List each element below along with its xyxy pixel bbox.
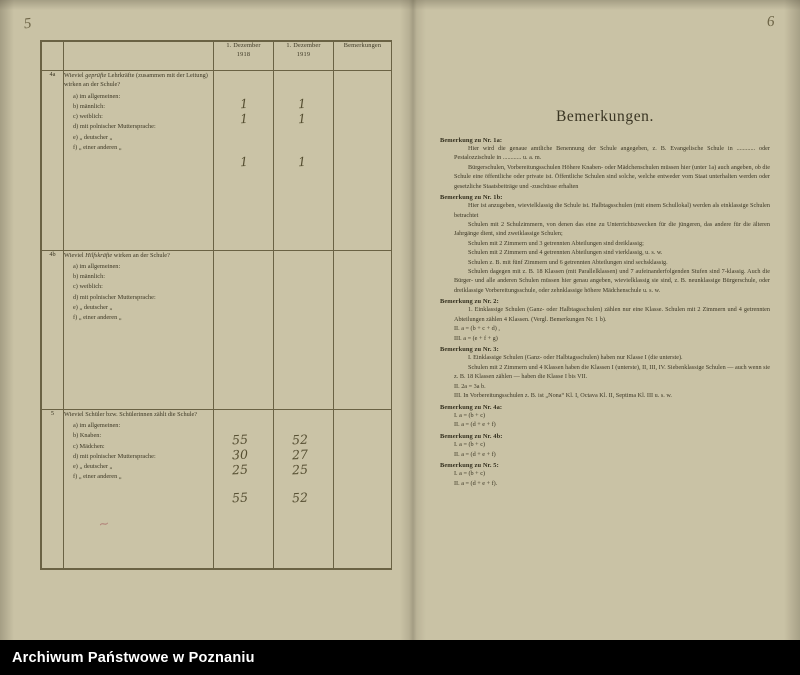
- header-date-1918-line2: 1918: [236, 50, 251, 58]
- note-block: [440, 137, 770, 191]
- note-formula: II. a = (d + e + f).: [454, 479, 498, 487]
- subitem-label: f) „ einer anderen „: [73, 473, 122, 481]
- row-values-1919-4a: [274, 71, 334, 251]
- value-entry: 25: [291, 461, 309, 478]
- page-edge-right: [784, 0, 800, 640]
- archive-caption-text: Archiwum Państwowe w Poznaniu: [12, 649, 255, 666]
- note-formula: I. a = (b + c): [454, 440, 486, 448]
- subitem-label: f) „ einer anderen „: [73, 143, 122, 151]
- row-index-4a: 4a: [42, 71, 64, 251]
- row-values-1918-4a: [214, 71, 274, 251]
- header-remarks: Bemerkungen: [334, 42, 392, 71]
- note-heading: Bemerkung zu Nr. 4b:: [440, 432, 503, 440]
- row-remarks-4a: [334, 71, 392, 251]
- subitem-label: e) „ deutscher „: [73, 303, 113, 311]
- note-formula: II. a = (d + e + f): [454, 421, 496, 429]
- subitem-label: e) „ deutscher „: [73, 462, 113, 470]
- note-heading: Bemerkung zu Nr. 1a:: [440, 137, 503, 144]
- value-entry: 25: [231, 461, 249, 478]
- value-entry: 52: [291, 489, 309, 506]
- note-heading: Bemerkung zu Nr. 3:: [440, 346, 499, 354]
- value-entry: 55: [231, 489, 249, 506]
- remarks-section: [440, 108, 770, 489]
- header-date-1919: [274, 42, 334, 71]
- note-block: [440, 194, 770, 295]
- question-post-4b: wirken an der Schule?: [112, 251, 170, 259]
- table: [41, 41, 392, 569]
- header-date-1919-line2: 1919: [296, 50, 311, 58]
- note-block: [440, 433, 770, 459]
- row-values-1919-4b: [274, 250, 334, 409]
- subitem-label: c) weiblich:: [73, 283, 103, 291]
- remarks-title: Bemerkungen.: [555, 108, 655, 125]
- question-emphasis-4a: geprüfte: [85, 72, 107, 79]
- value-entry: 52: [291, 431, 309, 448]
- page-fold: [400, 0, 426, 640]
- note-formula: I. a = (b + c): [454, 470, 486, 478]
- note-paragraph: Schulen mit 2 Schulzimmern, von denen das eine zu Unterrichtszwecken für die jüngeren, das andere für die älteren Jahrgänge dient, sind zweiklassige Schulen;: [454, 220, 770, 238]
- note-formula: I. a = (b + c): [454, 411, 486, 419]
- note-paragraph: III. In Vorbereitungsschulen z. B. ist „Nona“ Kl. I, Octava Kl. II, Septima Kl. III u. s. w.: [454, 392, 672, 400]
- subitem-label: c) weiblich:: [73, 113, 103, 121]
- archive-caption-bar: [0, 640, 800, 675]
- subitem-label: b) männlich:: [73, 273, 106, 281]
- row-remarks-5: [334, 409, 392, 568]
- note-paragraph: Schulen dagegen mit z. B. 18 Klassen (mit Parallelklassen) und 7 aufeinanderfolgenden Stufen sind 7-klassig. Auch die Bürger- und alle anderen Schulen müssen hier genau angeben, wievielklassig sie sind, z. B. neunklassige Bürgerschule, oder dreiklassige Vorbereitungsschule, oder zehnklassige höhere Mädchenschule u. s. w.: [454, 268, 770, 294]
- note-paragraph: Schulen mit 2 Zimmern und 3 getrennten Abteilungen sind dreiklassig;: [468, 239, 644, 247]
- note-paragraph: Schulen mit 2 Zimmern und 4 Klassen haben die Klassen I (unterste), II, III, IV. Siebenklassige Schulen — auch wenn sie z. B. 18 Klassen zählen — haben die Klasse I bis VII.: [454, 363, 770, 381]
- value-entry: 30: [231, 446, 249, 463]
- subitem-label: a) im allgemeinen:: [73, 422, 121, 430]
- subitem-label: a) im allgemeinen:: [73, 263, 121, 271]
- subitem-label: f) „ einer anderen „: [73, 313, 122, 321]
- subitem-label: d) mit polnischer Muttersprache:: [73, 452, 156, 460]
- row-question-4a: [64, 71, 214, 251]
- note-heading: Bemerkung zu Nr. 5:: [440, 462, 499, 470]
- note-paragraph: Bürgerschulen, Vorbereitungsschulen Höhere Knaben- oder Mädchenschulen müssen hier (unter 1a) auch angeben, ob die Schule eine öffentliche oder private ist. Öffentliche Schulen sind solche, welche entweder vom Staat unterhalten werden oder gesetzliche Staatsbeiträge und -zuschüsse erhalten: [454, 163, 770, 190]
- subitem-label: d) mit polnischer Muttersprache:: [73, 123, 156, 131]
- question-text-5: [64, 410, 213, 419]
- note-paragraph: 1. Einklassige Schulen (Ganz- oder Halbtagsschulen) zählen nur eine Klasse. Schulen mit 2 Zimmern und 4 getrennten Abteilungen zählen 4 Klassen. (Vergl. Bemerkungen Nr. 1 b).: [454, 306, 770, 323]
- question-post-4a: Lehrkräfte (zusammen mit der Leitung) wirken an der Schule?: [64, 72, 208, 89]
- table-row: [42, 250, 392, 409]
- note-paragraph: Hier ist anzugeben, wievielklassig die Schule ist. Halbtagsschulen (mit einem Schullokal) werden als einklassige Schulen betrachtet: [454, 202, 770, 219]
- questionnaire-table: [40, 40, 392, 570]
- note-paragraph: Schulen mit 2 Zimmern und 4 getrennten Abteilungen sind vierklassig, u. s. w.: [468, 249, 663, 257]
- value-entry: 1: [239, 153, 249, 170]
- header-date-1918-line1: 1. Dezember: [226, 42, 261, 49]
- value-entry: 1: [297, 95, 307, 112]
- row-values-1919-5: [274, 409, 334, 568]
- page-edge-left: [0, 0, 14, 640]
- row-question-5: [64, 409, 214, 568]
- table-row: [42, 71, 392, 251]
- header-date-1919-line1: 1. Dezember: [286, 42, 321, 49]
- row-question-4b: [64, 250, 214, 409]
- subitem-label: b) Knaben:: [73, 432, 102, 440]
- subitem-label: b) männlich:: [73, 103, 106, 111]
- value-entry: 27: [291, 446, 309, 463]
- folio-number-left: 5: [23, 15, 33, 33]
- subitem-label: d) mit polnischer Muttersprache:: [73, 293, 156, 301]
- subitem-label: c) Mädchen:: [73, 442, 105, 450]
- value-entry: 1: [239, 95, 249, 112]
- row-values-1918-5: [214, 409, 274, 568]
- subitem-label: e) „ deutscher „: [73, 133, 113, 141]
- value-entry: 1: [297, 110, 307, 127]
- pencil-mark: ~: [97, 516, 111, 533]
- value-entry: 55: [231, 431, 249, 448]
- note-paragraph: Schulen z. B. mit fünf Zimmern und 6 getrennten Abteilungen sind sechsklassig.: [468, 258, 668, 266]
- row-index-4b: 4b: [42, 250, 64, 409]
- question-pre-5: Wieviel Schüler bzw. Schülerinnen zählt die Schule?: [64, 410, 198, 418]
- question-pre-4b: Wieviel: [64, 251, 86, 259]
- header-date-1918: [214, 42, 274, 71]
- value-entry: 1: [297, 153, 307, 170]
- note-formula: II. a = (b + c + d) ,: [454, 325, 500, 333]
- note-heading: Bemerkung zu Nr. 4a:: [440, 403, 503, 411]
- header-question: [64, 42, 214, 71]
- value-entry: 1: [239, 110, 249, 127]
- folio-number-right: 6: [765, 13, 775, 31]
- table-row: [42, 409, 392, 568]
- note-block: [440, 404, 770, 430]
- subitem-label: a) im allgemeinen:: [73, 92, 121, 100]
- note-formula: II. 2a = 3a b.: [454, 382, 486, 390]
- note-block: [440, 298, 770, 343]
- row-remarks-4b: [334, 250, 392, 409]
- question-emphasis-4b: Hilfskräfte: [85, 251, 113, 259]
- note-heading: Bemerkung zu Nr. 1b:: [440, 194, 503, 202]
- note-paragraph: I. Einklassige Schulen (Ganz- oder Halbtagsschulen) haben nur Klasse I (die unterste).: [468, 354, 683, 362]
- row-values-1918-4b: [214, 250, 274, 409]
- note-formula: III. a = (e + f + g): [454, 334, 498, 342]
- question-pre-4a: Wieviel: [64, 72, 86, 79]
- question-text-4b: [64, 251, 213, 260]
- table-header-row: [42, 42, 392, 71]
- note-block: [440, 346, 770, 400]
- row-index-5: 5: [42, 409, 64, 568]
- header-index: [42, 42, 64, 71]
- note-paragraph: Hier wird die genaue amtliche Benennung der Schule angegeben, z. B. Evangelische Schule in ............ oder Pestalozzischule in ............ u. a. m.: [454, 145, 770, 162]
- note-block: [440, 462, 770, 488]
- note-heading: Bemerkung zu Nr. 2:: [440, 298, 499, 306]
- question-text-4a: [64, 71, 213, 90]
- note-formula: II. a = (d + e + f): [454, 450, 496, 458]
